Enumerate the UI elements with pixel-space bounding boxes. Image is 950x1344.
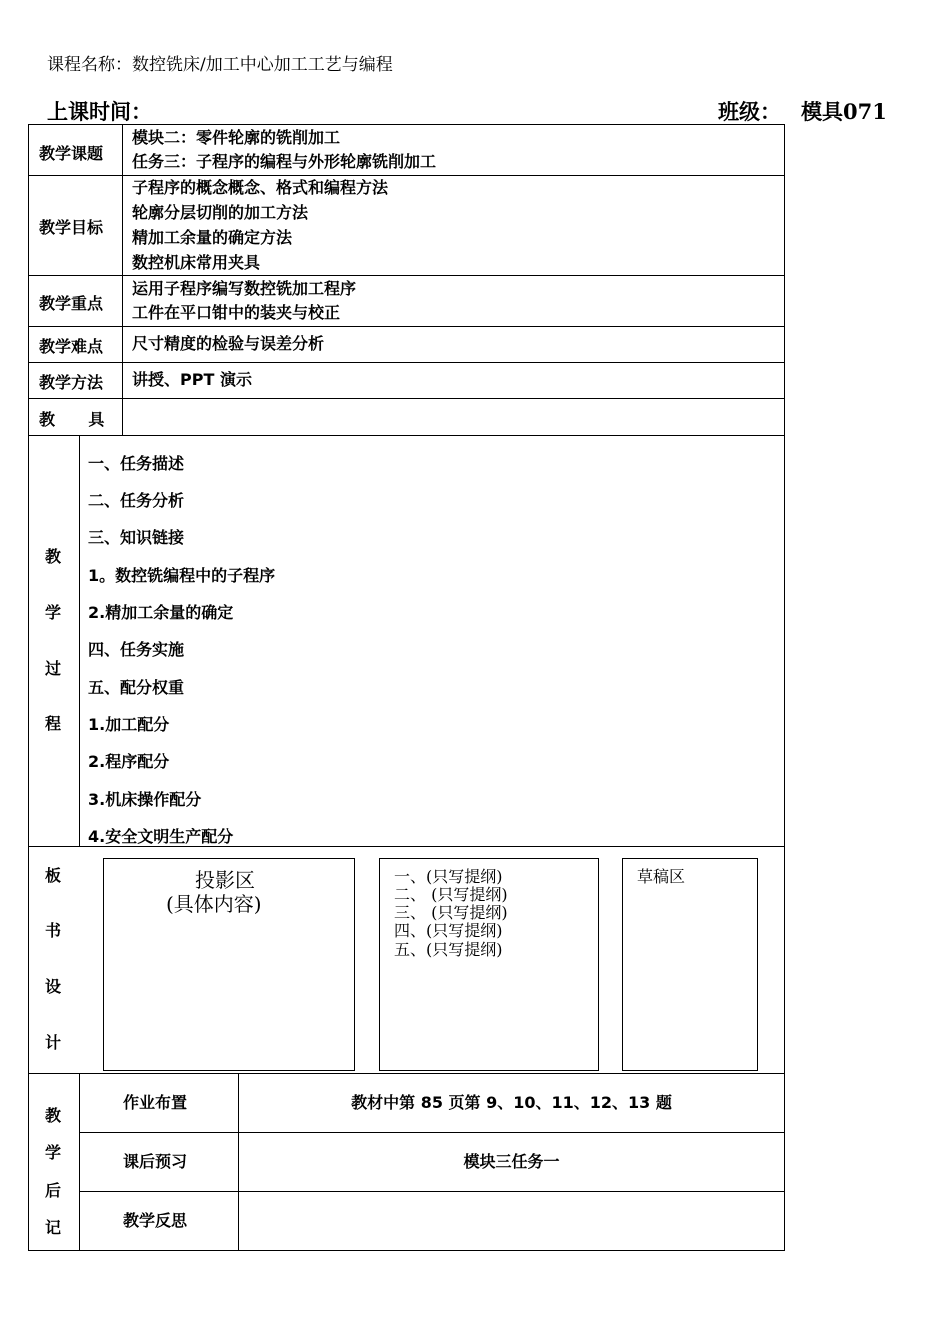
process-item: 2.程序配分	[88, 752, 170, 771]
class-time-label: 上课时间：	[47, 99, 152, 124]
goals-line-3: 精加工余量的确定方法	[132, 228, 293, 247]
process-item: 四、任务实施	[88, 640, 185, 659]
notes-label-char-2: 学	[44, 1143, 61, 1162]
process-item: 1.加工配分	[88, 715, 170, 734]
outline-line-2: 二、 (只写提纲)	[394, 885, 508, 904]
difficulty-label: 教学难点	[39, 337, 104, 356]
board-label-char-3: 设	[44, 977, 61, 996]
class-label: 班级：	[718, 99, 781, 124]
class-value: 模具071	[801, 99, 887, 124]
difficulty-line-1: 尺寸精度的检验与误差分析	[132, 334, 325, 353]
preview-label: 课后预习	[123, 1152, 188, 1171]
outline-line-4: 四、(只写提纲)	[394, 921, 503, 940]
process-label-char-4: 程	[44, 714, 61, 733]
topic-line-2: 任务三：子程序的编程与外形轮廓铣削加工	[132, 152, 437, 171]
projection-subtitle: (具体内容)	[166, 892, 262, 916]
process-item: 2.精加工余量的确定	[88, 603, 234, 622]
process-label-char-2: 学	[44, 603, 61, 622]
process-label-char-3: 过	[44, 659, 61, 678]
method-label: 教学方法	[39, 373, 104, 392]
board-label-char-1: 板	[44, 866, 61, 885]
outline-line-3: 三、 (只写提纲)	[394, 903, 508, 922]
process-item: 五、配分权重	[88, 678, 185, 697]
focus-line-2: 工件在平口钳中的装夹与校正	[132, 303, 341, 322]
notes-label-char-4: 记	[44, 1218, 61, 1237]
focus-line-1: 运用子程序编写数控铣加工程序	[132, 279, 357, 298]
notes-label-char-3: 后	[44, 1181, 61, 1200]
topic-line-1: 模块二：零件轮廓的铣削加工	[132, 128, 341, 147]
topic-label: 教学课题	[39, 144, 104, 163]
goals-line-4: 数控机床常用夹具	[132, 253, 261, 272]
notes-label-char-1: 教	[44, 1106, 61, 1125]
draft-title: 草稿区	[637, 867, 686, 886]
outline-line-5: 五、(只写提纲)	[394, 940, 503, 959]
process-item: 3.机床操作配分	[88, 790, 202, 809]
process-item: 4.安全文明生产配分	[88, 827, 234, 846]
board-label-char-4: 计	[44, 1033, 61, 1052]
goals-line-1: 子程序的概念概念、格式和编程方法	[132, 178, 389, 197]
method-line-1: 讲授、PPT 演示	[132, 370, 252, 389]
preview-value: 模块三任务一	[463, 1152, 560, 1171]
course-name: 课程名称：数控铣床/加工中心加工工艺与编程	[47, 55, 393, 75]
process-label-char-1: 教	[44, 547, 61, 566]
homework-label: 作业布置	[123, 1093, 188, 1112]
goals-line-2: 轮廓分层切削的加工方法	[132, 203, 309, 222]
projection-title: 投影区	[195, 868, 255, 892]
process-item: 一、任务描述	[88, 454, 185, 473]
reflection-label: 教学反思	[123, 1211, 188, 1230]
process-item: 三、知识链接	[88, 528, 185, 547]
goals-label: 教学目标	[39, 218, 104, 237]
board-label-char-2: 书	[44, 921, 61, 940]
homework-value: 教材中第 85 页第 9、10、11、12、13 题	[351, 1093, 672, 1112]
draft-area	[622, 858, 758, 1071]
outline-line-1: 一、(只写提纲)	[394, 867, 503, 886]
tools-label: 教 具	[39, 410, 105, 429]
process-item: 二、任务分析	[88, 491, 185, 510]
process-item: 1。数控铣编程中的子程序	[88, 566, 276, 585]
focus-label: 教学重点	[39, 294, 104, 313]
class-info	[718, 96, 887, 126]
